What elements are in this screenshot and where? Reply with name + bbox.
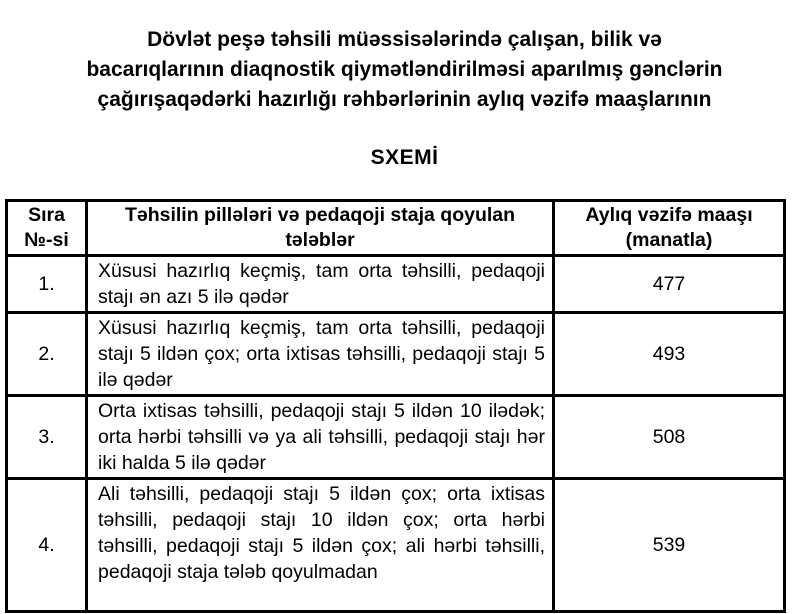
row-2-requirements: Xüsusi hazırlıq keçmiş, tam orta təhsilli, pedaqoji stajı 5 ildən çox; orta ixtisas təhsilli, pedaqoji stajı 5 ilə qədər xyxy=(87,313,554,396)
row-3-serial-number: 3. xyxy=(7,396,87,479)
row-4-salary: 539 xyxy=(554,479,785,612)
table-row xyxy=(7,479,785,612)
row-4-serial-number: 4. xyxy=(7,479,87,612)
row-1-requirements: Xüsusi hazırlıq keçmiş, tam orta təhsilli, pedaqoji stajı ən azı 5 ilə qədər xyxy=(87,256,554,313)
title-line-3: çağırışaqədərki hazırlığı rəhbərlərinin aylıq vəzifə maaşlarının xyxy=(97,88,712,111)
header-monthly-salary: Aylıq vəzifə maaşı (manatla) xyxy=(554,201,785,256)
document-subtitle: SXEMİ xyxy=(370,146,439,169)
salary-table xyxy=(5,199,786,613)
header-requirements: Təhsilin pillələri və pedaqoji staja qoyulan tələblər xyxy=(87,201,554,256)
table-row xyxy=(7,313,785,396)
row-1-salary: 477 xyxy=(554,256,785,313)
row-2-salary: 493 xyxy=(554,313,785,396)
header-serial-number: Sıra №-si xyxy=(7,201,87,256)
title-line-2: bacarıqlarının diaqnostik qiymətləndirilməsi aparılmış gənclərin xyxy=(86,58,723,81)
row-4-requirements: Ali təhsilli, pedaqoji stajı 5 ildən çox; orta ixtisas təhsilli, pedaqoji stajı 10 ildən çox; orta hərbi təhsilli, pedaqoji stajı 5 ildən çox; ali hərbi təhsilli, pedaqoji staja tələb qoyulmadan xyxy=(87,479,554,612)
table-row xyxy=(7,256,785,313)
row-3-salary: 508 xyxy=(554,396,785,479)
table-header-row xyxy=(7,201,785,256)
document-title xyxy=(0,0,809,115)
row-3-requirements: Orta ixtisas təhsilli, pedaqoji stajı 5 ildən 10 ilədək; orta hərbi təhsilli və ya ali təhsilli, pedaqoji stajı hər iki halda 5 ilə qədər xyxy=(87,396,554,479)
row-2-serial-number: 2. xyxy=(7,313,87,396)
title-line-1: Dövlət peşə təhsili müəssisələrində çalışan, bilik və xyxy=(147,28,662,51)
table-row xyxy=(7,396,785,479)
row-1-serial-number: 1. xyxy=(7,256,87,313)
